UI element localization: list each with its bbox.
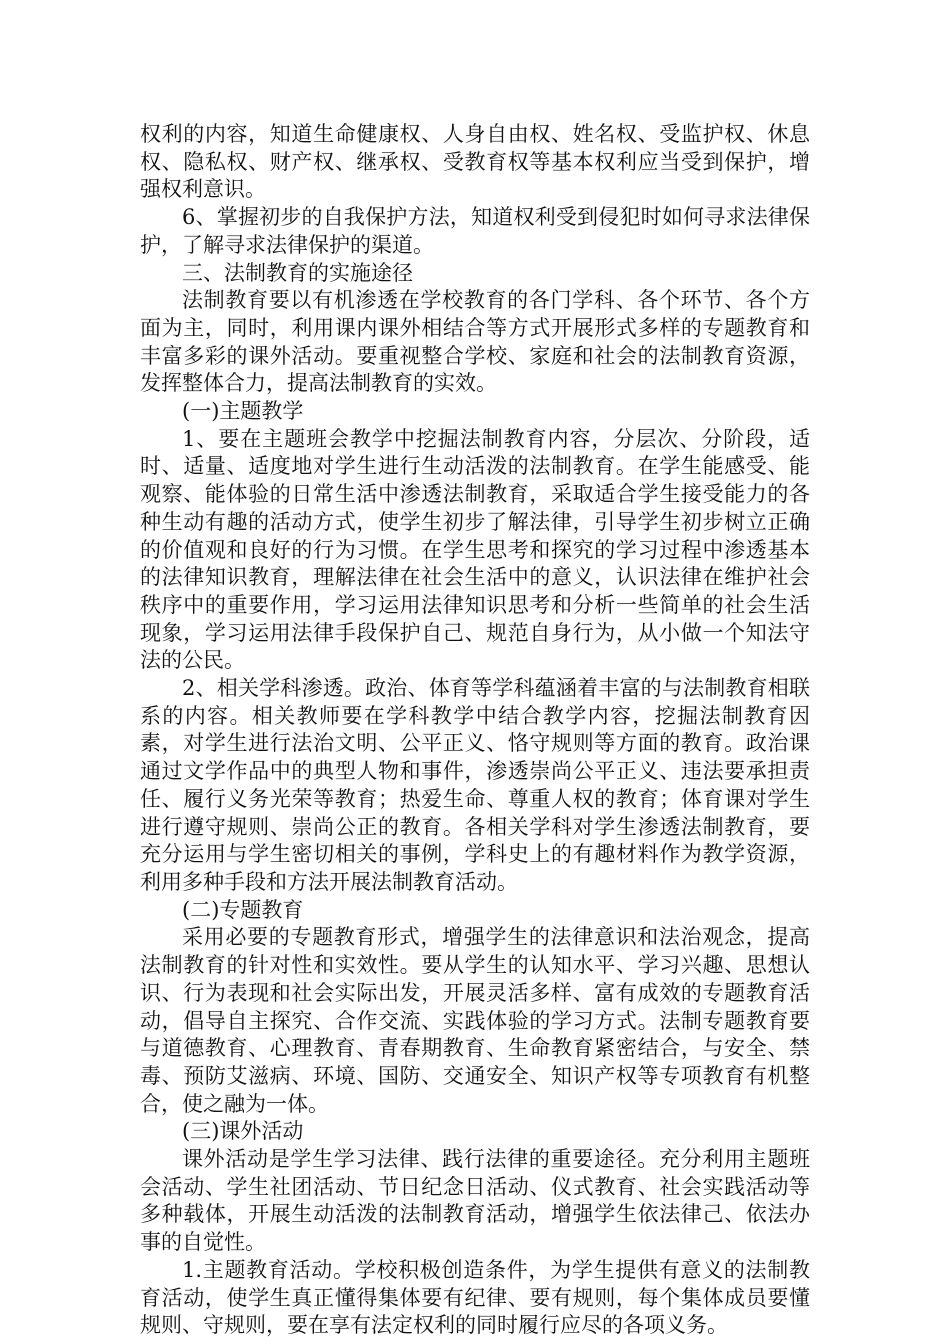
paragraph-self-protection: 6、掌握初步的自我保护方法，知道权利受到侵犯时如何寻求法律保护，了解寻求法律保护的渠道。 xyxy=(140,205,810,257)
paragraph-rights-content: 权利的内容，知道生命健康权、人身自由权、姓名权、受监护权、休息权、隐私权、财产权、继承权、受教育权等基本权利应当受到保护，增强权利意识。 xyxy=(140,122,810,202)
paragraph-subject-infiltration: 2、相关学科渗透。政治、体育等学科蕴涵着丰富的与法制教育相联系的内容。相关教师要在学科教学中结合教学内容，挖掘法制教育因素，对学生进行法治文明、公平正义、恪守规则等方面的教育。政治课通过文学作品中的典型人物和事件，渗透崇尚公平正义、违法要承担责任、履行义务光荣等教育；热爱生命、尊重人权的教育；体育课对学生进行遵守规则、崇尚公正的教育。各相关学科对学生渗透法制教育，要充分运用与学生密切相关的事例，学科史上的有趣材料作为教学资源，利用多种手段和方法开展法制教育活动。 xyxy=(140,676,810,894)
document-page xyxy=(140,121,810,1340)
section-heading-implementation: 三、法制教育的实施途径 xyxy=(182,260,413,285)
subsection-heading-theme-teaching: (一)主题教学 xyxy=(182,399,304,424)
paragraph-theme-class: 1、要在主题班会教学中挖掘法制教育内容，分层次、分阶段，适时、适量、适度地对学生进行生动活泼的法制教育。在学生能感受、能观察、能体验的日常生活中渗透法制教育，采取适合学生接受能力的各种生动有趣的活动方式，使学生初步了解法律，引导学生初步树立正确的价值观和良好的行为习惯。在学生思考和探究的学习过程中渗透基本的法律知识教育，理解法律在社会生活中的意义，认识法律在维护社会秩序中的重要作用，学习运用法律知识思考和分析一些简单的社会生活现象，学习运用法律手段保护自己、规范自身行为，从小做一个知法守法的公民。 xyxy=(140,426,810,673)
paragraph-extracurricular: 课外活动是学生学习法律、践行法律的重要途径。充分利用主题班会活动、学生社团活动、节日纪念日活动、仪式教育、社会实践活动等多种载体，开展生动活泼的法制教育活动，增强学生依法律己、依法办事的自觉性。 xyxy=(140,1147,810,1255)
paragraph-special-education: 采用必要的专题教育形式，增强学生的法律意识和法治观念，提高法制教育的针对性和实效性。要从学生的认知水平、学习兴趣、思想认识、行为表现和社会实际出发，开展灵活多样、富有成效的专题教育活动，倡导自主探究、合作交流、实践体验的学习方式。法制专题教育要与道德教育、心理教育、青春期教育、生命教育紧密结合，与安全、禁毒、预防艾滋病、环境、国防、交通安全、知识产权等专项教育有机整合，使之融为一体。 xyxy=(140,925,810,1116)
paragraph-implementation-intro: 法制教育要以有机渗透在学校教育的各门学科、各个环节、各个方面为主，同时，利用课内课外相结合等方式开展形式多样的专题教育和丰富多彩的课外活动。要重视整合学校、家庭和社会的法制教育资源，发挥整体合力，提高法制教育的实效。 xyxy=(140,288,810,396)
subsection-heading-special-education: (二)专题教育 xyxy=(182,897,304,922)
paragraph-theme-activities: 1.主题教育活动。学校积极创造条件，为学生提供有意义的法制教育活动，使学生真正懂得集体要有纪律、要有规则，每个集体成员要懂规则、守规则，要在享有法定权利的同时履行应尽的各项义务。 xyxy=(140,1257,810,1338)
subsection-heading-extracurricular: (三)课外活动 xyxy=(182,1119,304,1144)
